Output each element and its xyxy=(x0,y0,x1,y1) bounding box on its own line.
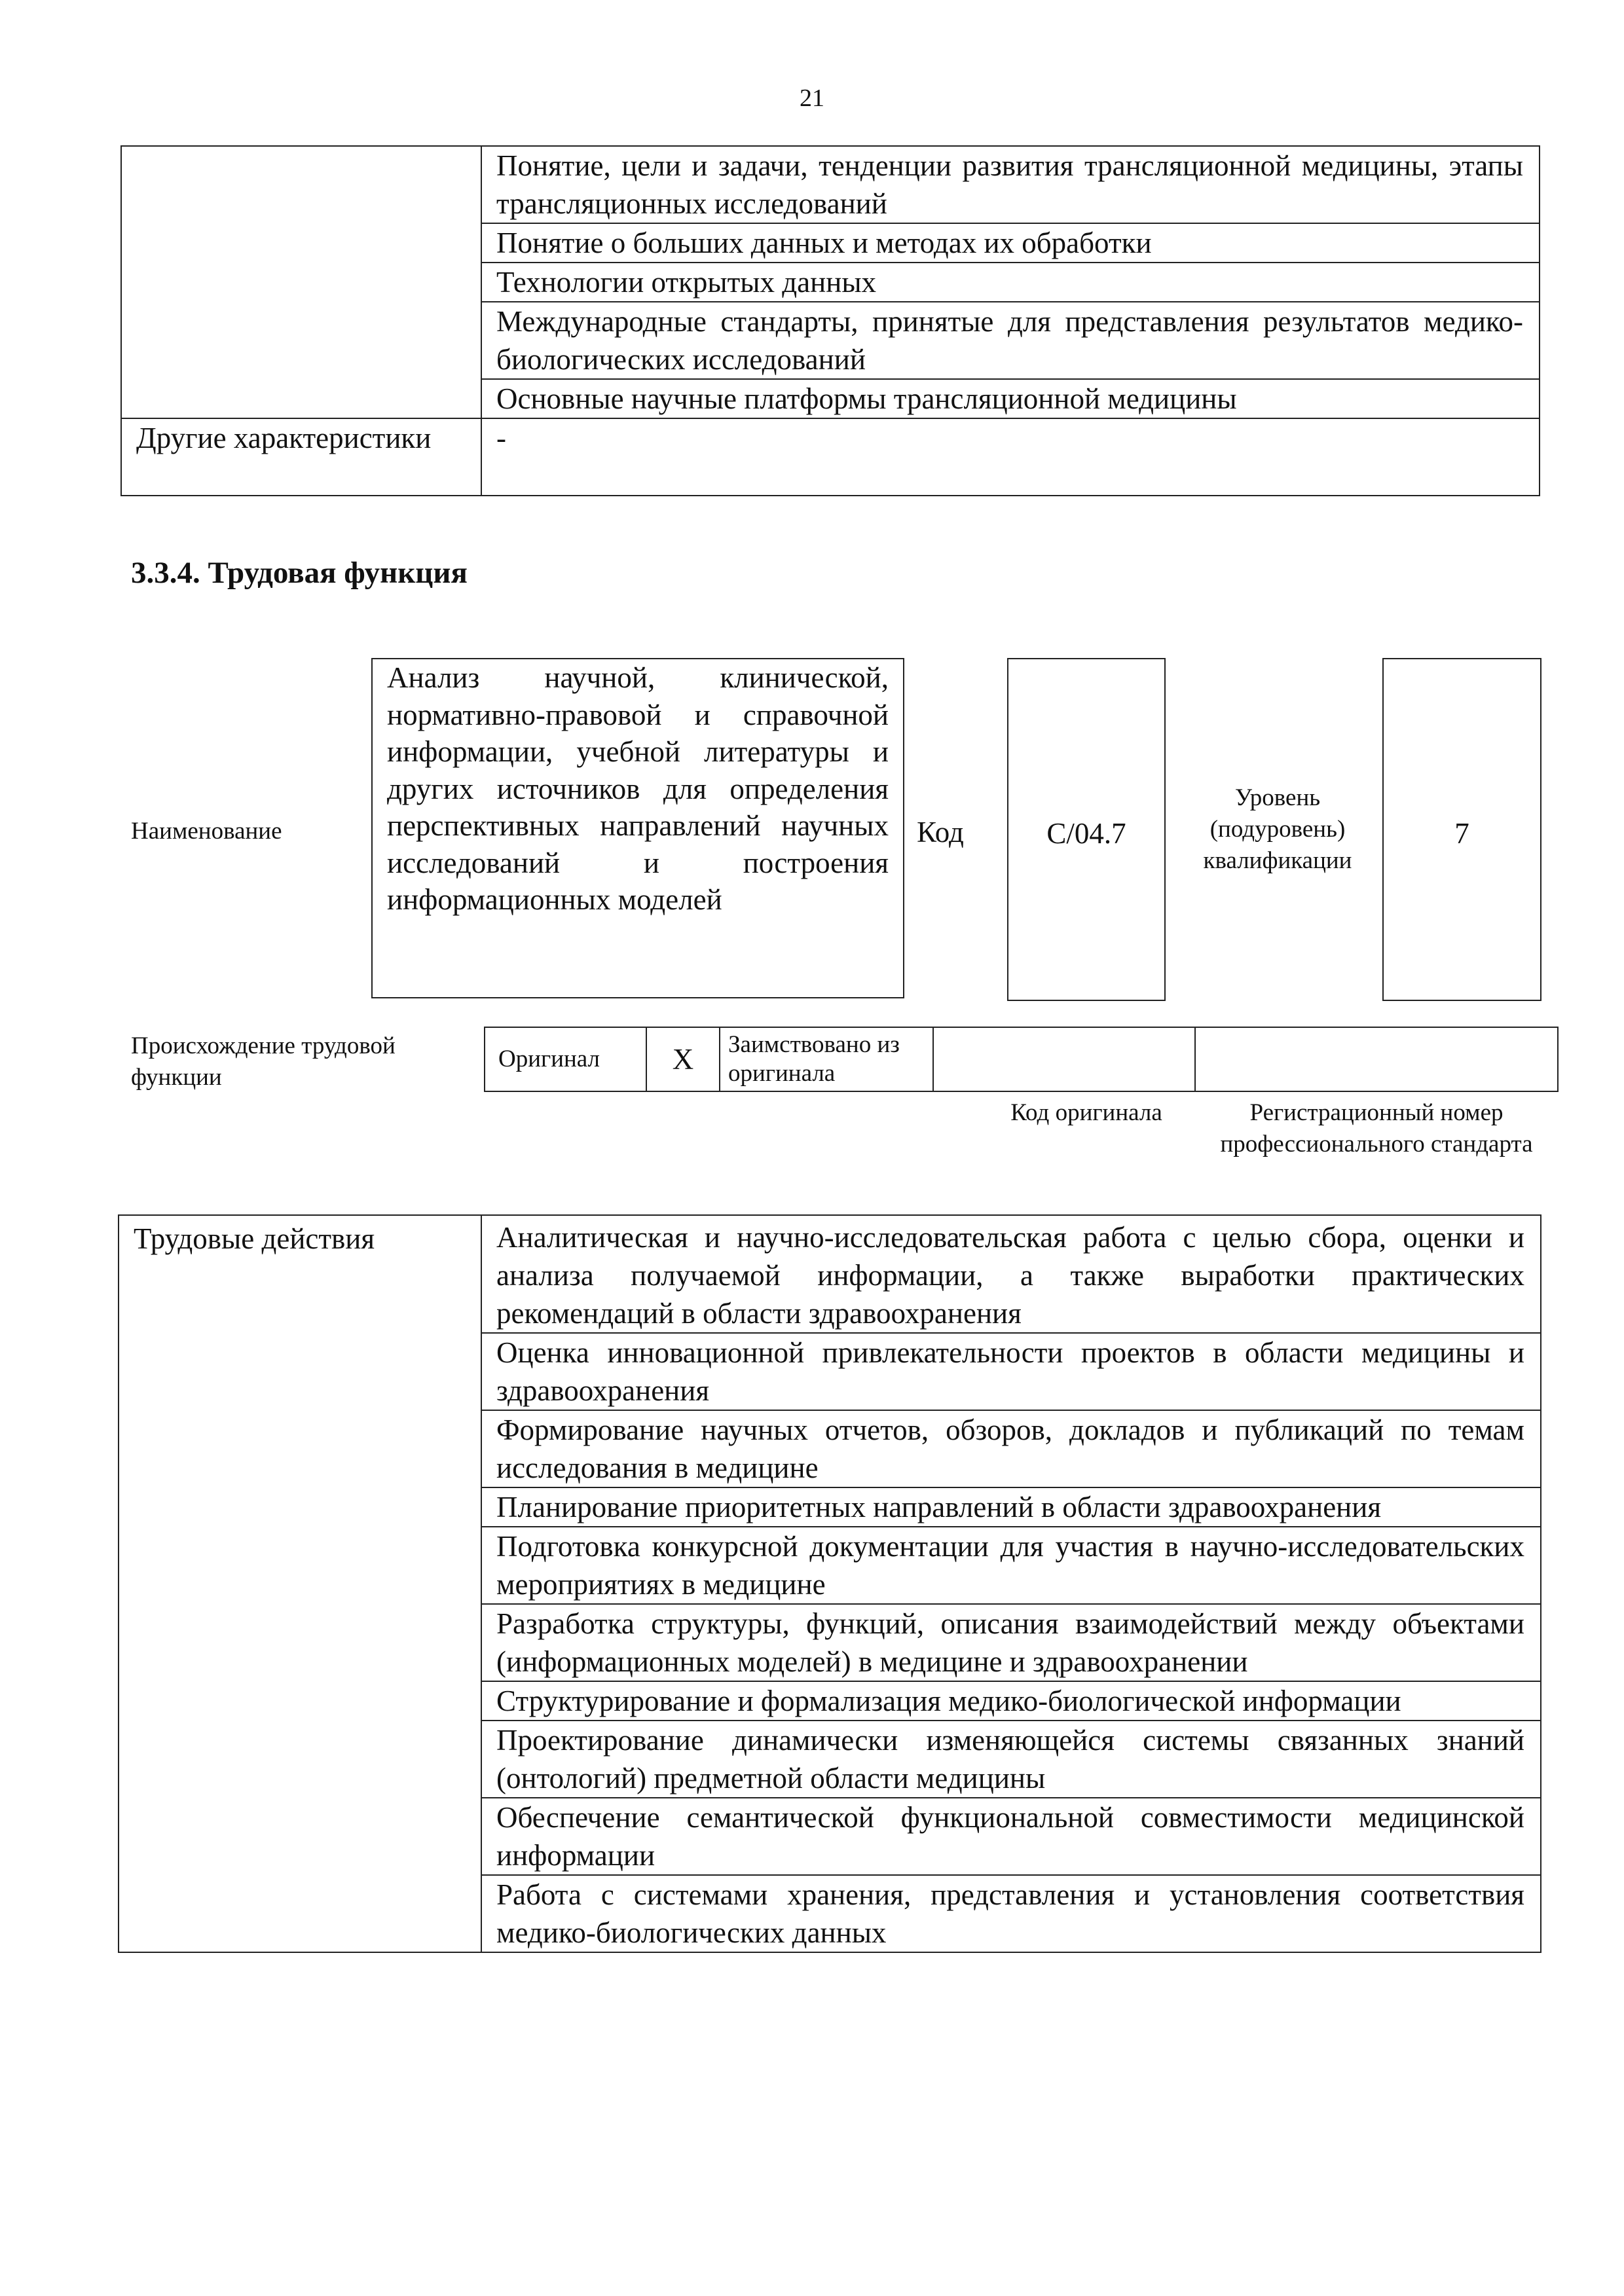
level-box xyxy=(1382,658,1541,1001)
section-heading: 3.3.4. Трудовая функция xyxy=(131,556,468,590)
table-row xyxy=(121,418,1540,496)
empty-label-cell xyxy=(121,146,481,418)
table-cell: Проектирование динамически изменяющейся системы связанных знаний (онтологий) предметной области медицины xyxy=(481,1721,1541,1798)
code-original-caption: Код оригинала xyxy=(1010,1099,1162,1126)
reg-number-caption: Регистрационный номер профессионального стандарта xyxy=(1220,1099,1533,1157)
table-cell: Планирование приоритетных направлений в области здравоохранения xyxy=(481,1487,1541,1527)
original-code-cell xyxy=(933,1027,1195,1091)
table-cell: Формирование научных отчетов, обзоров, докладов и публикаций по темам исследования в медицине xyxy=(481,1410,1541,1487)
table-cell: Понятие, цели и задачи, тенденции развития трансляционной медицины, этапы трансляционных исследований xyxy=(481,146,1540,223)
table-cell: Понятие о больших данных и методах их обработки xyxy=(481,223,1540,263)
other-characteristics-value: - xyxy=(481,418,1540,496)
knowledge-table xyxy=(120,145,1540,496)
reg-number-cell xyxy=(1195,1027,1558,1091)
origin-label: Происхождение трудовой функции xyxy=(131,1032,396,1091)
code-label: Код xyxy=(917,816,964,848)
table-cell: Работа с системами хранения, представления и установления соответствия медико-биологических данных xyxy=(481,1875,1541,1952)
level-value: 7 xyxy=(1454,817,1469,850)
origin-table xyxy=(484,1027,1559,1092)
original-mark: X xyxy=(646,1027,720,1091)
table-cell: Оценка инновационной привлекательности проектов в области медицины и здравоохранения xyxy=(481,1333,1541,1410)
code-value: C/04.7 xyxy=(1046,817,1126,850)
labor-actions-label: Трудовые действия xyxy=(119,1215,481,1952)
name-label: Наименование xyxy=(131,818,282,845)
table-cell: Технологии открытых данных xyxy=(481,263,1540,302)
table-cell: Аналитическая и научно-исследовательская работа с целью сбора, оценки и анализа получаемой информации, а также выработки практических рекомендаций в области здравоохранения xyxy=(481,1215,1541,1333)
borrowed-label: Заимствовано из оригинала xyxy=(720,1027,933,1091)
code-box xyxy=(1007,658,1166,1001)
table-row xyxy=(119,1215,1541,1333)
table-cell: Подготовка конкурсной документации для участия в научно-исследовательских мероприятиях в медицине xyxy=(481,1527,1541,1604)
function-name-box: Анализ научной, клинической, нормативно-правовой и справочной информации, учебной литературы и других источников для определения перспективных направлений научных исследований и построения информационных моделей xyxy=(371,658,904,998)
table-cell: Основные научные платформы трансляционной медицины xyxy=(481,379,1540,418)
labor-actions-table xyxy=(118,1214,1541,1953)
table-row xyxy=(485,1027,1558,1091)
table-row xyxy=(121,146,1540,223)
page-number: 21 xyxy=(800,84,824,112)
qualification-level-label: Уровень (подуровень) квалификации xyxy=(1203,784,1352,874)
other-characteristics-label: Другие характеристики xyxy=(121,418,481,496)
original-label: Оригинал xyxy=(485,1027,646,1091)
table-cell: Международные стандарты, принятые для представления результатов медико-биологических исследований xyxy=(481,302,1540,379)
table-cell: Структурирование и формализация медико-биологической информации xyxy=(481,1681,1541,1721)
table-cell: Обеспечение семантической функциональной совместимости медицинской информации xyxy=(481,1798,1541,1875)
table-cell: Разработка структуры, функций, описания взаимодействий между объектами (информационных моделей) в медицине и здравоохранении xyxy=(481,1604,1541,1681)
